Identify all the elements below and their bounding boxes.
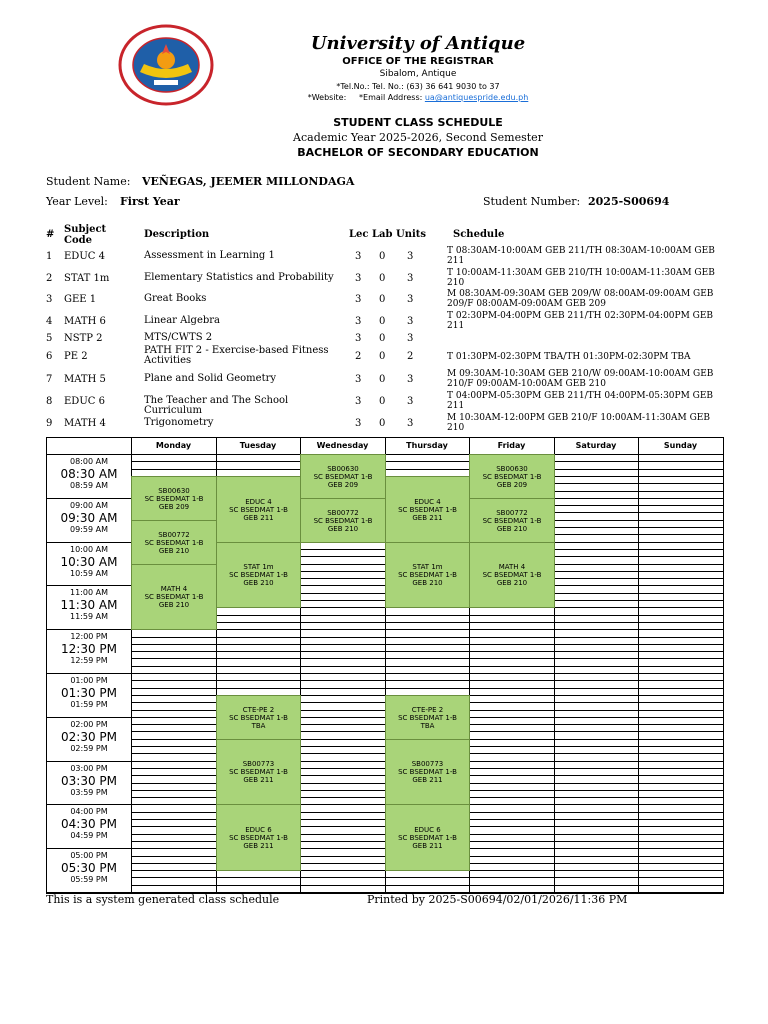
time-end: 03:59 PM (70, 787, 108, 797)
class-block-line: GEB 209 (158, 502, 190, 511)
subject-lec: 3 (355, 333, 362, 344)
class-block (385, 476, 470, 543)
subject-lec: 3 (355, 273, 362, 284)
subject-lab: 0 (379, 316, 386, 327)
grid-row-line (131, 658, 723, 659)
class-block-line: GEB 210 (327, 524, 359, 533)
time-end: 10:59 AM (70, 568, 108, 578)
subject-schedule: T 01:30PM-02:30PM TBA/TH 01:30PM-02:30PM TBA (447, 352, 691, 362)
office-name: OFFICE OF THE REGISTRAR (342, 56, 494, 67)
class-block-line: CTE-PE 2 (242, 705, 275, 714)
class-block-line: SC BSEDMAT 1-B (144, 538, 204, 547)
class-block-line: GEB 211 (243, 841, 274, 850)
email-label: *Email Address: (359, 93, 423, 102)
class-block (131, 564, 217, 630)
class-block-line: SB00630 (158, 486, 190, 495)
subject-lec: 3 (355, 418, 362, 429)
class-block-line: SC BSEDMAT 1-B (229, 505, 288, 514)
subject-code: MATH 4 (64, 418, 106, 429)
class-block-line: SC BSEDMAT 1-B (482, 472, 542, 481)
time-main: 10:30 AM (60, 554, 118, 569)
class-block-line: GEB 210 (158, 601, 190, 609)
class-block (216, 542, 301, 608)
day-header-thursday: Thursday (406, 441, 448, 450)
subject-schedule: T 08:30AM-10:00AM GEB 211/TH 08:30AM-10:00AM GEB 211 (447, 246, 715, 266)
subject-code: EDUC 6 (64, 396, 105, 407)
time-main: 02:30 PM (61, 729, 117, 744)
day-header-sunday: Sunday (663, 441, 698, 450)
weekly-schedule-grid (46, 437, 724, 894)
class-block (131, 520, 217, 565)
time-main: 09:30 AM (60, 510, 118, 525)
subject-code: EDUC 4 (64, 251, 105, 262)
time-slot-label (47, 764, 131, 798)
grid-row-line (131, 885, 723, 886)
class-block (469, 542, 555, 608)
time-main: 01:30 PM (61, 686, 117, 700)
time-start: 09:00 AM (70, 500, 108, 510)
class-block-line: GEB 211 (243, 513, 274, 522)
subject-description: MTS/CWTS 2 (144, 332, 213, 343)
col-header-description: Description (144, 229, 210, 240)
subject-num: 7 (46, 374, 53, 385)
address: Sibalom, Antique (379, 69, 457, 79)
subject-description: The Teacher and The School Curriculum (144, 395, 289, 416)
class-block-line: SC BSEDMAT 1-B (229, 713, 288, 722)
class-block (385, 804, 470, 871)
subject-description: Elementary Statistics and Probability (144, 272, 334, 283)
class-block-line: MATH 4 (498, 563, 526, 571)
subject-units: 3 (407, 316, 414, 327)
class-block-line: TBA (251, 721, 266, 730)
subject-num: 6 (46, 351, 53, 362)
time-start: 11:00 AM (70, 588, 108, 598)
time-start: 05:00 PM (70, 851, 108, 861)
time-end: 09:59 AM (70, 524, 108, 534)
time-slot-label (47, 457, 131, 491)
col-header-code: Subject Code (64, 224, 107, 246)
time-end: 04:59 PM (70, 831, 108, 841)
class-block-line: GEB 211 (412, 776, 443, 784)
class-block-line: TBA (420, 721, 435, 730)
class-block-line: GEB 211 (243, 776, 274, 784)
class-block (385, 739, 470, 805)
time-slot-label (47, 545, 131, 579)
student-number-label: Student Number: (483, 195, 581, 208)
subject-units: 3 (407, 396, 414, 407)
footer-note: This is a system generated class schedule (46, 893, 280, 906)
class-block-line: SC BSEDMAT 1-B (313, 516, 373, 525)
subject-code: MATH 6 (64, 316, 106, 327)
col-header-units: Units (396, 229, 427, 240)
subject-lec: 3 (355, 251, 362, 262)
class-block-line: SB00773 (242, 760, 275, 768)
subject-num: 5 (46, 333, 53, 344)
class-block (300, 498, 386, 543)
class-block-line: SC BSEDMAT 1-B (398, 505, 457, 514)
class-block-line: GEB 211 (412, 841, 443, 850)
class-block-line: SB00772 (327, 508, 359, 517)
time-start: 12:00 PM (70, 632, 108, 642)
time-slot-label (47, 851, 131, 885)
grid-row-line (131, 688, 723, 689)
subject-code: STAT 1m (64, 273, 110, 284)
subject-lec: 3 (355, 374, 362, 385)
class-block (469, 454, 555, 499)
schedule-title: STUDENT CLASS SCHEDULE (333, 116, 503, 129)
time-main: 04:30 PM (61, 817, 117, 832)
subject-description: Trigonometry (144, 417, 214, 428)
subject-num: 8 (46, 396, 53, 407)
class-block-line: SB00630 (327, 464, 359, 473)
website-line (0, 93, 768, 102)
subject-description: Plane and Solid Geometry (144, 373, 277, 384)
student-name: VEÑEGAS, JEEMER MILLONDAGA (142, 175, 355, 188)
class-block-line: STAT 1m (412, 563, 443, 571)
subject-lab: 0 (379, 273, 386, 284)
grid-row-line (131, 469, 723, 470)
subject-num: 2 (46, 273, 53, 284)
class-block (216, 804, 301, 871)
subject-schedule: T 04:00PM-05:30PM GEB 211/TH 04:00PM-05:30PM GEB 211 (447, 391, 714, 411)
class-block-line: EDUC 6 (414, 825, 441, 834)
time-main: 05:30 PM (61, 861, 117, 876)
subject-lec: 2 (355, 351, 362, 362)
grid-row-line (131, 644, 723, 645)
subject-lec: 3 (355, 316, 362, 327)
subject-lec: 3 (355, 396, 362, 407)
subject-lab: 0 (379, 418, 386, 429)
day-header-monday: Monday (155, 441, 192, 450)
time-main: 08:30 AM (60, 467, 118, 481)
class-block-line: SC BSEDMAT 1-B (398, 571, 457, 579)
time-start: 03:00 PM (70, 763, 108, 773)
col-header-lec: Lec (349, 229, 369, 240)
grid-row-line (131, 680, 723, 681)
time-slot-label (47, 807, 131, 841)
class-block-line: SB00772 (496, 508, 528, 517)
class-block-line: GEB 209 (496, 480, 528, 489)
class-block-line: SC BSEDMAT 1-B (398, 713, 457, 722)
class-block (385, 695, 470, 740)
subject-schedule: M 09:30AM-10:30AM GEB 210/W 09:00AM-10:00AM GEB 210/F 09:00AM-10:00AM GEB 210 (447, 369, 714, 389)
subject-code: NSTP 2 (64, 333, 103, 344)
col-header-schedule: Schedule (453, 229, 505, 240)
year-level-label: Year Level: (46, 195, 108, 208)
class-block-line: STAT 1m (243, 563, 274, 571)
time-slot-label (47, 588, 131, 622)
subject-units: 3 (407, 251, 414, 262)
day-header-wednesday: Wednesday (316, 441, 369, 450)
col-header-num: # (46, 229, 55, 240)
time-slot-label (47, 720, 131, 754)
subject-description: Assessment in Learning 1 (144, 250, 275, 261)
class-block (216, 476, 301, 543)
email-link[interactable]: ua@antiquespride.edu.ph (424, 93, 529, 102)
time-start: 04:00 PM (70, 807, 108, 817)
academic-year: Academic Year 2025-2026, Second Semester (293, 131, 543, 144)
time-main: 12:30 PM (61, 642, 117, 657)
class-block-line: EDUC 4 (414, 497, 441, 506)
time-slot-label (47, 632, 131, 666)
class-block-line: SB00773 (411, 760, 444, 768)
time-end: 08:59 AM (70, 481, 108, 490)
class-block (216, 695, 301, 740)
class-block (216, 739, 301, 805)
class-block-line: GEB 210 (412, 579, 443, 587)
subject-num: 3 (46, 294, 53, 305)
printed-by: Printed by 2025-S00694/02/01/2026/11:36 PM (367, 893, 628, 906)
grid-row-line (131, 461, 723, 462)
class-block-line: SC BSEDMAT 1-B (398, 768, 457, 776)
student-name-label: Student Name: (46, 175, 131, 188)
class-block-line: SC BSEDMAT 1-B (313, 472, 373, 481)
subject-lab: 0 (379, 294, 386, 305)
grid-row-line (131, 651, 723, 652)
student-number: 2025-S00694 (588, 195, 670, 208)
grid-row-line (131, 637, 723, 638)
telephone: *Tel.No.: Tel. No.: (63) 36 641 9030 to 37 (336, 82, 500, 91)
grid-row-line (131, 666, 723, 667)
class-block-line: GEB 209 (327, 480, 359, 489)
class-block (469, 498, 555, 543)
subject-schedule: T 02:30PM-04:00PM GEB 211/TH 02:30PM-04:00PM GEB 211 (447, 311, 714, 331)
subject-description: Great Books (144, 293, 207, 304)
subject-code: PE 2 (64, 351, 88, 362)
class-block-line: SC BSEDMAT 1-B (398, 833, 457, 842)
col-header-lab: Lab (372, 229, 393, 240)
year-level: First Year (120, 195, 180, 208)
class-block (131, 476, 217, 521)
subject-schedule: M 10:30AM-12:00PM GEB 210/F 10:00AM-11:30AM GEB 210 (447, 413, 710, 433)
class-block-line: EDUC 4 (245, 497, 272, 506)
subject-num: 9 (46, 418, 53, 429)
class-block-line: GEB 210 (158, 546, 190, 555)
subject-lab: 0 (379, 251, 386, 262)
university-title: University of Antique (310, 33, 526, 54)
subject-num: 4 (46, 316, 53, 327)
class-block-line: SB00630 (496, 464, 528, 473)
subject-description: Linear Algebra (144, 315, 221, 326)
class-block-line: SB00772 (158, 530, 190, 539)
subject-units: 3 (407, 333, 414, 344)
grid-row-line (131, 615, 723, 616)
subject-lab: 0 (379, 351, 386, 362)
grid-row-line (47, 673, 723, 674)
day-header-saturday: Saturday (575, 441, 617, 450)
class-block-line: SC BSEDMAT 1-B (229, 833, 288, 842)
class-block-line: GEB 210 (243, 579, 274, 587)
class-block-line: GEB 210 (496, 579, 528, 587)
website-label: *Website: (307, 93, 347, 102)
time-end: 12:59 PM (70, 656, 108, 666)
class-block-line: SC BSEDMAT 1-B (144, 494, 204, 503)
day-header-tuesday: Tuesday (239, 441, 277, 450)
time-start: 08:00 AM (70, 457, 108, 466)
time-main: 03:30 PM (61, 773, 117, 788)
class-block-line: SC BSEDMAT 1-B (229, 571, 288, 579)
grid-row-line (131, 622, 723, 623)
subject-code: MATH 5 (64, 374, 106, 385)
class-block-line: SC BSEDMAT 1-B (482, 571, 542, 579)
class-block-line: EDUC 6 (245, 825, 272, 834)
class-block-line: GEB 210 (496, 524, 528, 533)
class-block (385, 542, 470, 608)
day-header-friday: Friday (497, 441, 526, 450)
time-end: 05:59 PM (70, 875, 108, 885)
subject-lab: 0 (379, 396, 386, 407)
subject-units: 3 (407, 374, 414, 385)
class-block-line: MATH 4 (160, 585, 188, 593)
time-end: 02:59 PM (70, 743, 108, 753)
class-block (300, 454, 386, 499)
subject-lab: 0 (379, 333, 386, 344)
program-name: BACHELOR OF SECONDARY EDUCATION (297, 146, 539, 159)
subject-units: 3 (407, 273, 414, 284)
time-slot-label (47, 501, 131, 535)
time-start: 02:00 PM (70, 719, 108, 729)
time-slot-label (47, 676, 131, 710)
time-end: 11:59 AM (70, 612, 108, 622)
grid-row-line (131, 877, 723, 878)
subject-lab: 0 (379, 374, 386, 385)
subject-schedule: M 08:30AM-09:30AM GEB 209/W 08:00AM-09:00AM GEB 209/F 08:00AM-09:00AM GEB 209 (447, 289, 714, 309)
class-block-line: CTE-PE 2 (411, 705, 444, 714)
subject-lec: 3 (355, 294, 362, 305)
subject-code: GEE 1 (64, 294, 97, 305)
class-block-line: SC BSEDMAT 1-B (229, 768, 288, 776)
time-end: 01:59 PM (70, 700, 108, 709)
subject-units: 3 (407, 294, 414, 305)
subject-num: 1 (46, 251, 53, 262)
time-start: 01:00 PM (70, 676, 108, 685)
class-block-line: GEB 211 (412, 513, 443, 522)
time-start: 10:00 AM (70, 544, 108, 554)
subject-units: 3 (407, 418, 414, 429)
time-main: 11:30 AM (60, 598, 118, 613)
subject-description: PATH FIT 2 - Exercise-based Fitness Activities (144, 345, 329, 366)
class-block-line: SC BSEDMAT 1-B (482, 516, 542, 525)
subject-units: 2 (407, 351, 414, 362)
class-block-line: SC BSEDMAT 1-B (144, 593, 204, 601)
subject-schedule: T 10:00AM-11:30AM GEB 210/TH 10:00AM-11:30AM GEB 210 (447, 268, 715, 288)
